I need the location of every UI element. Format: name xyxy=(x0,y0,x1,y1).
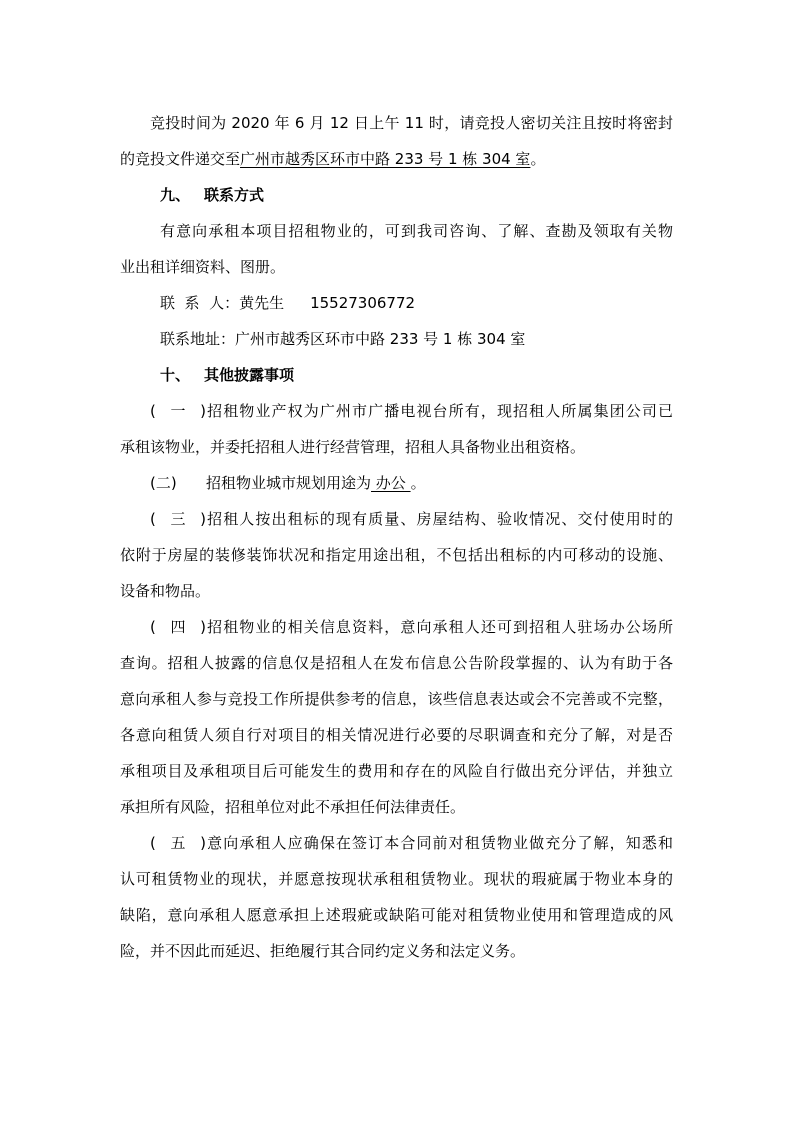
disclosure-item-3-text: 招租人按出租标的现有质量、房屋结构、验收情况、交付使用时的 xyxy=(206,510,673,528)
disclosure-item-4-line-1 xyxy=(120,609,673,645)
disclosure-item-4-line-3: 意向承租人参与竞投工作所提供参考的信息，该些信息表达或会不完善或不完整， xyxy=(120,690,673,708)
disclosure-item-5-line-1 xyxy=(120,825,673,861)
disclosure-item-5-line-3: 缺陷，意向承租人愿意承担上述瑕疵或缺陷可能对租赁物业使用和管理造成的风 xyxy=(120,906,673,924)
section-9-intro-line-1: 有意向承租本项目招租物业的，可到我司咨询、了解、查勘及领取有关物 xyxy=(160,222,673,240)
disclosure-item-5-line-2: 认可租赁物业的现状，并愿意按现状承租租赁物业。现状的瑕疵属于物业本身的 xyxy=(120,870,673,888)
disclosure-item-5-number: (五) xyxy=(150,834,206,852)
section-10-heading xyxy=(120,357,673,393)
disclosure-item-3-line-1 xyxy=(120,501,673,537)
bid-time-suffix: 。 xyxy=(530,150,546,168)
disclosure-item-2 xyxy=(120,465,673,501)
section-10-number: 十、 xyxy=(160,366,191,384)
disclosure-item-4-number: (四) xyxy=(150,618,206,636)
disclosure-item-1-text: 招租物业产权为广州市广播电视台所有，现招租人所属集团公司已 xyxy=(206,402,673,420)
bid-time-line-1: 竞投时间为 2020 年 6 月 12 日上午 11 时，请竞投人密切关注且按时将密封 xyxy=(150,114,673,132)
disclosure-item-3-line-3: 设备和物品。 xyxy=(120,582,211,600)
section-9-intro-line-2: 业出租详细资料、图册。 xyxy=(120,258,286,276)
disclosure-item-4-line-2: 查询。招租人披露的信息仅是招租人在发布信息公告阶段掌握的、认为有助于各 xyxy=(120,654,673,672)
disclosure-item-4-line-5: 承租项目及承租项目后可能发生的费用和存在的风险自行做出充分评估，并独立 xyxy=(120,762,673,780)
disclosure-item-1-line-2: 承租该物业，并委托招租人进行经营管理，招租人具备物业出租资格。 xyxy=(120,438,586,456)
disclosure-item-1-line-1 xyxy=(120,393,673,429)
section-9-number: 九、 xyxy=(160,186,191,204)
bid-submission-address: 广州市越秀区环市中路 233 号 1 栋 304 室 xyxy=(240,150,531,168)
disclosure-item-2-number: (二) xyxy=(150,474,177,492)
contact-person: 联 系 人：黄先生 xyxy=(160,294,285,312)
disclosure-item-5-line-4: 险，并不因此而延迟、拒绝履行其合同约定义务和法定义务。 xyxy=(120,942,526,960)
disclosure-item-4-text: 招租物业的相关信息资料，意向承租人还可到招租人驻场办公场所 xyxy=(206,618,673,636)
section-10-title: 其他披露事项 xyxy=(204,366,295,384)
section-9-heading xyxy=(120,177,673,213)
disclosure-item-4-line-4: 各意向租赁人须自行对项目的相关情况进行必要的尽职调查和充分了解，对是否 xyxy=(120,726,673,744)
disclosure-item-3-line-2: 依附于房屋的装修装饰状况和指定用途出租，不包括出租标的内可移动的设施、 xyxy=(120,546,673,564)
disclosure-item-5-text: 意向承租人应确保在签订本合同前对租赁物业做充分了解，知悉和 xyxy=(206,834,673,852)
section-9-title: 联系方式 xyxy=(204,186,265,204)
disclosure-item-3-number: (三) xyxy=(150,510,206,528)
planned-use: 办公 xyxy=(371,474,411,492)
disclosure-item-4-line-6: 承担所有风险，招租单位对此不承担任何法律责任。 xyxy=(120,798,466,816)
disclosure-item-2-prefix: 招租物业城市规划用途为 xyxy=(206,474,372,492)
contact-phone: 15527306772 xyxy=(310,294,416,312)
disclosure-item-2-suffix: 。 xyxy=(410,474,426,492)
disclosure-item-1-number: (一) xyxy=(150,402,206,420)
contact-address: 联系地址：广州市越秀区环市中路 233 号 1 栋 304 室 xyxy=(160,330,526,348)
bid-time-line-2 xyxy=(120,141,673,177)
bid-time-prefix: 的竞投文件递交至 xyxy=(120,150,241,168)
contact-person-line xyxy=(120,285,673,321)
